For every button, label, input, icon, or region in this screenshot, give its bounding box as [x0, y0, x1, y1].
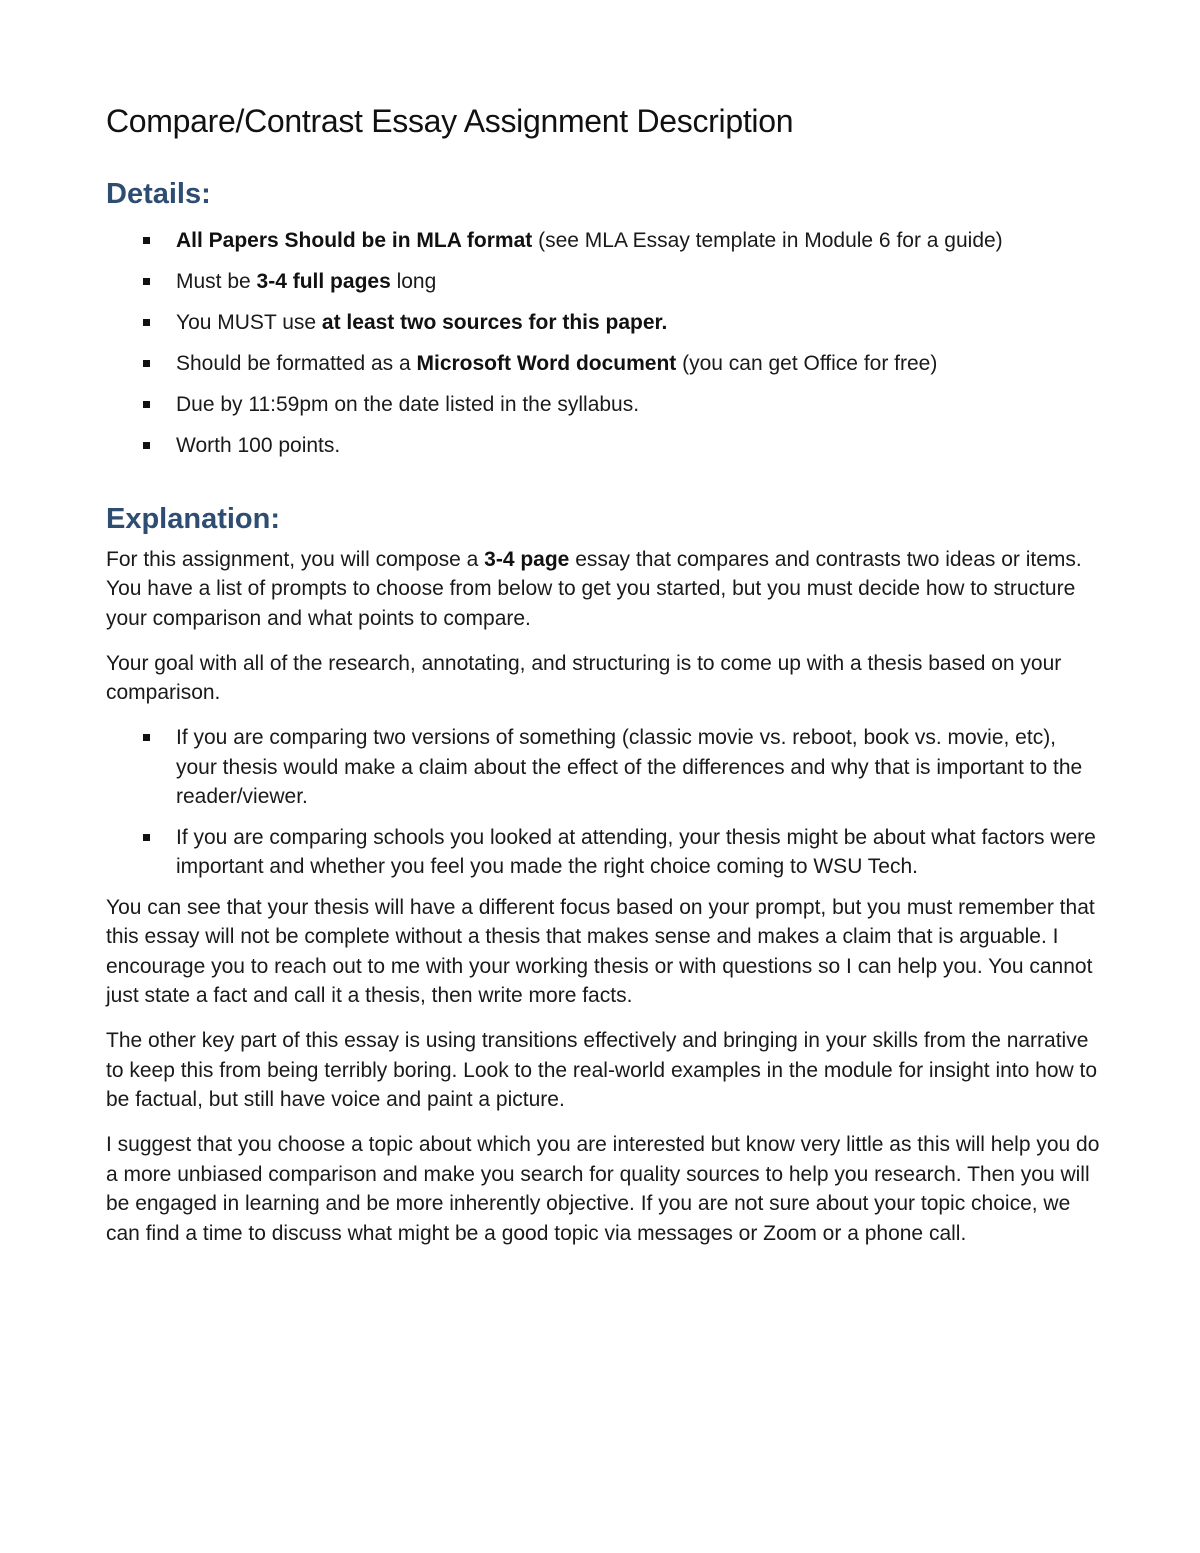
list-item: [106, 349, 1100, 379]
intro-paragraph: [106, 545, 1100, 634]
explanation-list: [106, 723, 1100, 882]
item-bold-text: Microsoft Word document: [416, 352, 677, 375]
square-bullet-icon: [143, 401, 150, 408]
goal-paragraph: Your goal with all of the research, annotating, and structuring is to come up with a thesis based on your comparison.: [106, 651, 1062, 704]
square-bullet-icon: [143, 834, 150, 841]
item-text: If you are comparing schools you looked at attending, your thesis might be about what factors were important and whether you feel you made the right choice coming to WSU Tech.: [176, 825, 1096, 878]
item-text: (see MLA Essay template in Module 6 for a guide): [532, 229, 1003, 252]
square-bullet-icon: [143, 734, 150, 741]
item-text: You MUST use: [176, 311, 322, 334]
square-bullet-icon: [143, 360, 150, 367]
item-text: Due by 11:59pm on the date listed in the syllabus.: [176, 393, 640, 416]
item-text: Worth 100 points.: [176, 434, 341, 457]
square-bullet-icon: [143, 442, 150, 449]
square-bullet-icon: [143, 319, 150, 326]
list-item: [106, 308, 1100, 338]
list-item: [106, 823, 1100, 882]
item-text: Must be: [176, 270, 257, 293]
list-item: [106, 226, 1100, 256]
details-list: [106, 226, 1100, 461]
paragraph-text: For this assignment, you will compose a: [106, 547, 485, 571]
paragraph-text: essay that compares and contrasts two ideas or items. You have a list of prompts to choose from below to get you started, but you must decide how to structure your comparison and what points to compare.: [106, 547, 1082, 630]
square-bullet-icon: [143, 237, 150, 244]
item-bold-text: at least two sources for this paper.: [321, 311, 668, 334]
body-paragraph: You can see that your thesis will have a different focus based on your prompt, but you must remember that this essay will not be complete without a thesis that makes sense and makes a claim that is arguable. I encourage you to reach out to me with your working thesis or with questions so I can help you. You cannot just state a fact and call it a thesis, then write more facts.: [106, 895, 1095, 1007]
item-text: If you are comparing two versions of something (classic movie vs. reboot, book vs. movie, etc), your thesis would make a claim about the effect of the differences and why that is important to the reader/viewer.: [176, 726, 1083, 808]
list-item: [106, 267, 1100, 297]
item-bold-text: All Papers Should be in MLA format: [176, 229, 533, 252]
body-paragraph: The other key part of this essay is using transitions effectively and bringing in your skills from the narrative to keep this from being terribly boring. Look to the real-world examples in the module for insight into how to be factual, but still have voice and paint a picture.: [106, 1029, 1098, 1111]
item-text: long: [390, 270, 437, 293]
explanation-heading: Explanation:: [106, 502, 281, 535]
list-item: [106, 723, 1100, 812]
body-paragraph: I suggest that you choose a topic about which you are interested but know very little as this will help you do a more unbiased comparison and make you search for quality sources to help you research. Then you will be engaged in learning and be more inherently objective. If you are not sure about your topic choice, we can find a time to discuss what might be a good topic via messages or Zoom or a phone call.: [106, 1133, 1100, 1245]
paragraph-bold-text: 3-4 page: [484, 547, 570, 571]
document-page: [106, 100, 1100, 1264]
item-bold-text: 3-4 full pages: [256, 270, 391, 293]
item-text: (you can get Office for free): [676, 352, 938, 375]
list-item: [106, 390, 1100, 420]
list-item: [106, 431, 1100, 461]
page-title: Compare/Contrast Essay Assignment Description: [106, 103, 794, 139]
square-bullet-icon: [143, 278, 150, 285]
details-heading: Details:: [106, 178, 211, 210]
item-text: Should be formatted as a: [176, 352, 417, 375]
